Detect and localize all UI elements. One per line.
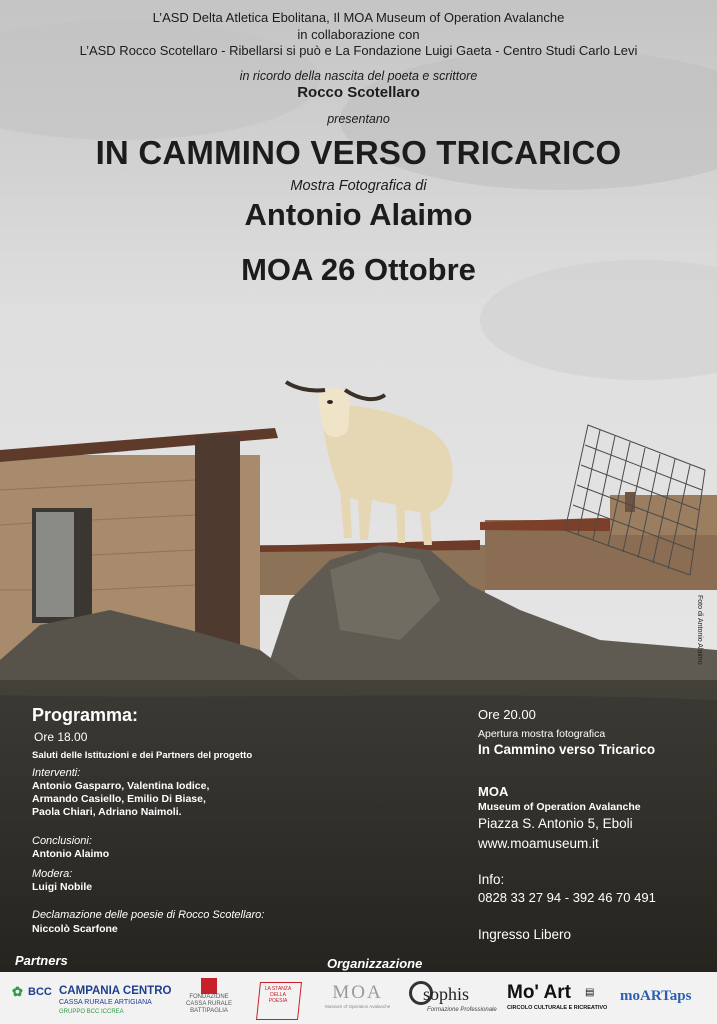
- venue-full-name: Museum of Operation Avalanche: [478, 801, 641, 813]
- fondazione-logo: FONDAZIONE CASSA RURALE BATTIPAGLIA: [182, 972, 236, 1024]
- conclusioni-label: Conclusioni:: [32, 835, 92, 847]
- phone-numbers: 0828 33 27 94 - 392 46 70 491: [478, 890, 656, 905]
- exhibition-time: Ore 20.00: [478, 707, 536, 722]
- logo-strip: [0, 972, 717, 1024]
- speakers-line: Antonio Gasparro, Valentina Iodice,: [32, 780, 210, 792]
- moart-logo: Mo' Art ▤ CIRCOLO CULTURALE E RICREATIVO: [507, 982, 608, 1011]
- speakers-line: Paola Chiari, Adriano Naimoli.: [32, 806, 182, 818]
- moartaps-logo: moARTaps: [620, 988, 692, 1004]
- interventi-label: Interventi:: [32, 767, 81, 779]
- programma-title: Programma:: [32, 705, 139, 725]
- moa-logo: MOA Museum of Operation Avalanche: [325, 982, 391, 1009]
- poesia-logo: LA STANZA DELLA POESIA: [255, 972, 303, 1024]
- venue-address: Piazza S. Antonio 5, Eboli: [478, 816, 633, 831]
- artist-name: Antonio Alaimo: [244, 197, 473, 232]
- bcc-logo: ✿ BCC CAMPANIA CENTRO CASSA RURALE ARTIGIANA GRUPPO BCC ICCREA: [12, 984, 172, 1015]
- organizzazione-label: Organizzazione: [327, 956, 423, 971]
- modera-name: Luigi Nobile: [32, 881, 93, 893]
- poet-name: Rocco Scotellaro: [297, 84, 420, 101]
- declamazione-label: Declamazione delle poesie di Rocco Scotellaro:: [32, 909, 265, 921]
- exhibition-title: In Cammino verso Tricarico: [478, 742, 656, 757]
- venue-website[interactable]: www.moamuseum.it: [478, 836, 599, 851]
- venue-name: MOA: [478, 784, 509, 799]
- partners-line: L’ASD Rocco Scotellaro - Ribellarsi si può e La Fondazione Luigi Gaeta - Centro Studi Carlo Levi: [79, 43, 638, 58]
- event-subtitle: Mostra Fotografica di: [290, 178, 427, 194]
- fondazione-icon: [201, 978, 217, 994]
- info-label: Info:: [478, 872, 505, 887]
- speakers-line: Armando Casiello, Emilio Di Biase,: [32, 793, 206, 805]
- event-date: MOA 26 Ottobre: [241, 252, 476, 287]
- sophis-logo: sophis Formazione Professionale: [405, 972, 485, 1024]
- present-line: presentano: [327, 112, 390, 126]
- organizers-line: L’ASD Delta Atletica Ebolitana, Il MOA Museum of Operation Avalanche: [152, 10, 565, 25]
- modera-label: Modera:: [32, 868, 73, 880]
- programma-time: Ore 18.00: [34, 730, 88, 744]
- saluti-text: Saluti delle Istituzioni e dei Partners del progetto: [32, 750, 253, 761]
- event-title: IN CAMMINO VERSO TRICARICO: [95, 134, 622, 171]
- free-entry: Ingresso Libero: [478, 927, 572, 942]
- bcc-icon: ✿: [12, 984, 23, 999]
- moart-icon: ▤: [585, 987, 595, 998]
- memory-line: in ricordo della nascita del poeta e scrittore: [239, 69, 478, 83]
- collaboration-line: in collaborazione con: [297, 27, 420, 42]
- declamazione-name: Niccolò Scarfone: [32, 923, 118, 935]
- photo-credit: Foto di Antonio Alaimo: [696, 595, 703, 665]
- conclusioni-name: Antonio Alaimo: [32, 848, 110, 860]
- partners-label: Partners: [15, 953, 68, 968]
- speakers-list: [32, 780, 292, 819]
- apertura-text: Apertura mostra fotografica: [478, 728, 606, 740]
